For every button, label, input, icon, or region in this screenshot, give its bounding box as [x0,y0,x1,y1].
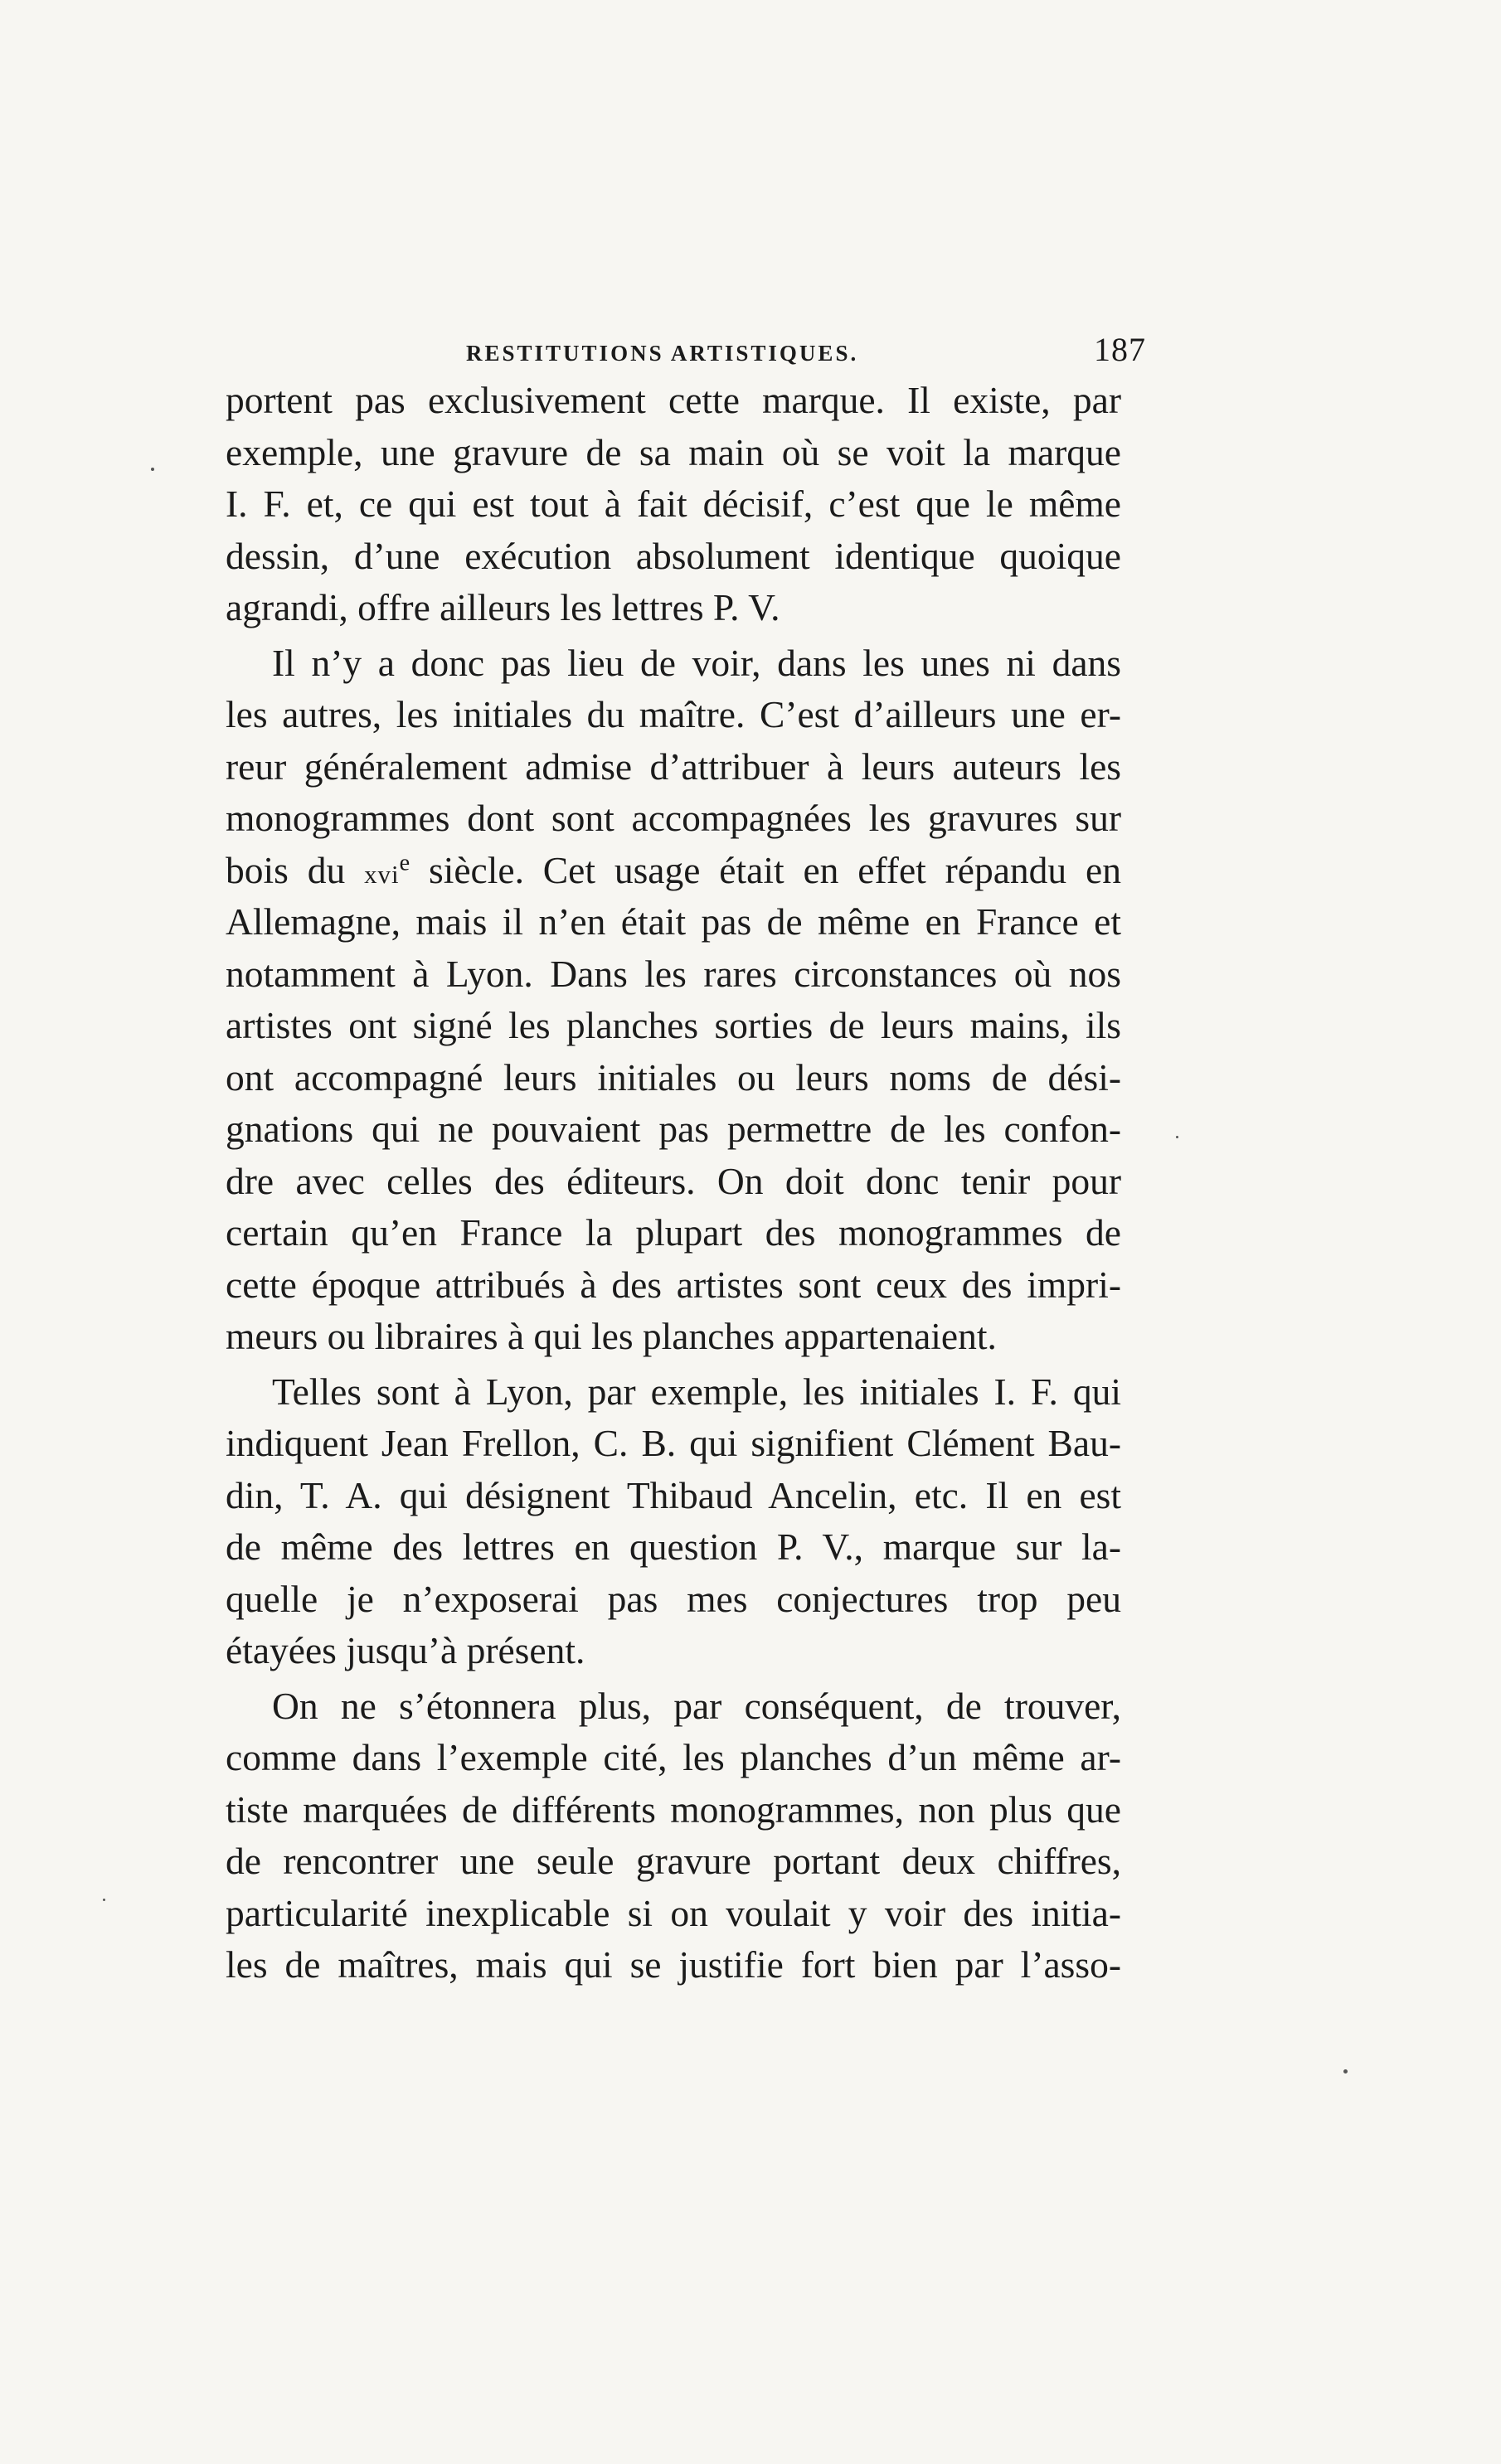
text-line [226,1625,1121,1677]
text-line [226,1732,1121,1784]
text-line [226,1418,1121,1470]
text-line-content: portent pas exclusivement cette marque. Il existe, par [226,379,1121,421]
running-header [466,330,1146,376]
text-line-content: Allemagne, mais il n’en était pas de même en France et [226,900,1121,943]
text-line-content: Il n’y a donc pas lieu de voir, dans les unes ni dans [272,641,1121,684]
text-line [226,1156,1121,1208]
text-line-content: siècle. Cet usage était en effet répandu en [410,848,1121,891]
text-line-content: les autres, les initiales du maître. C’est d’ailleurs une er- [226,693,1121,735]
paper-speck [103,1899,105,1901]
text-line [226,1574,1121,1626]
text-line-content: dre avec celles des éditeurs. On doit donc tenir pour [226,1159,1121,1202]
text-line [226,793,1121,845]
paper-speck [1343,2069,1348,2074]
text-line [226,1052,1121,1104]
text-line-content: certain qu’en France la plupart des monogrammes de [226,1211,1121,1254]
text-line [226,948,1121,1001]
text-line-content: ont accompagné leurs initiales ou leurs noms de dési- [226,1055,1121,1099]
text-line-content: meurs ou libraires à qui les planches appartenaient. [226,1315,997,1357]
text-line-content: de rencontrer une seule gravure portant deux chiffres, [226,1840,1121,1882]
text-line [226,1207,1121,1259]
text-line [226,1366,1121,1419]
text-line [226,741,1121,793]
superscript: e [399,850,410,875]
text-line-content: monogrammes dont sont accompagnées les gravures sur [226,797,1121,839]
text-line [226,1470,1121,1522]
text-line [226,689,1121,741]
page-number: 187 [1094,331,1146,368]
text-line-content: notamment à Lyon. Dans les rares circonstances où nos [226,952,1121,995]
text-line [226,1888,1121,1940]
text-line-content: On ne s’étonnera plus, par conséquent, de trouver, [272,1684,1121,1727]
text-line-content: cette époque attribués à des artistes sont ceux des impri- [226,1263,1121,1306]
body-text [226,375,1121,1991]
text-line [226,1000,1121,1052]
text-line [226,1259,1121,1312]
text-line-content: étayées jusqu’à présent. [226,1629,585,1671]
text-line [226,1681,1121,1733]
text-line [226,582,1121,634]
text-line-content: reur généralement admise d’attribuer à leurs auteurs les [226,745,1121,788]
century-numeral: xvi [364,859,400,889]
text-line [226,1521,1121,1574]
text-line-content: Telles sont à Lyon, par exemple, les initiales I. F. qui [272,1370,1121,1413]
text-line-content: gnations qui ne pouvaient pas permettre de les confon- [226,1108,1121,1150]
text-line [226,1939,1121,1991]
text-line-content: indiquent Jean Frellon, C. B. qui signifient Clément Bau- [226,1422,1121,1464]
text-line [226,531,1121,583]
paper-speck [151,468,154,471]
text-line [226,375,1121,427]
text-line [226,1311,1121,1363]
text-line [226,1103,1121,1156]
text-line-content: les de maîtres, mais qui se justifie fort bien par l’asso- [226,1943,1121,1986]
text-line-content: artistes ont signé les planches sorties de leurs mains, ils [226,1004,1121,1046]
text-line-content: de même des lettres en question P. V., marque sur la- [226,1525,1121,1568]
text-line-content: quelle je n’exposerai pas mes conjectures trop peu [226,1577,1121,1620]
text-line-content: I. F. et, ce qui est tout à fait décisif, c’est que le même [226,483,1121,525]
text-line-content: agrandi, offre ailleurs les lettres P. V. [226,586,780,628]
text-line [226,1784,1121,1836]
text-line [226,845,1121,897]
text-line [226,478,1121,531]
text-line [226,896,1121,948]
running-title: RESTITUTIONS ARTISTIQUES. [466,341,859,366]
paper-speck [1176,1136,1178,1138]
text-line-content: bois du [226,848,365,891]
text-line-content: particularité inexplicable si on voulait y voir des initia- [226,1891,1121,1934]
text-line-content: tiste marquées de différents monogrammes, non plus que [226,1787,1121,1831]
text-line-content: exemple, une gravure de sa main où se voit la marque [226,430,1121,473]
text-line [226,638,1121,690]
text-line-content: dessin, d’une exécution absolument identique quoique [226,534,1121,577]
text-line [226,1836,1121,1888]
text-line [226,427,1121,479]
text-line-content: din, T. A. qui désignent Thibaud Ancelin, etc. Il en est [226,1473,1121,1516]
text-line-content: comme dans l’exemple cité, les planches d’un même ar- [226,1736,1121,1778]
